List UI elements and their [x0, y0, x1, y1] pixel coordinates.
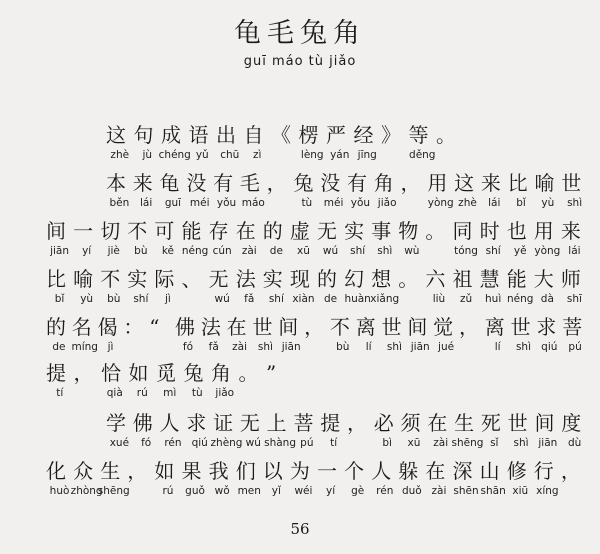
pinyin-syllable: huì	[485, 293, 502, 305]
hanzi-char: 经	[353, 123, 374, 147]
pinyin-syllable: shí	[350, 245, 366, 257]
hanzi-char: 间	[278, 315, 299, 339]
hanzi-char: ，	[127, 459, 148, 483]
pinyin-syllable: tù	[191, 387, 203, 399]
pinyin-syllable: dà	[540, 293, 554, 305]
pinyin-syllable: wú	[214, 293, 230, 305]
hanzi-char: 这	[454, 171, 475, 195]
pinyin-syllable: jué	[438, 341, 455, 353]
pinyin-syllable: xíng	[536, 485, 559, 497]
hanzi-char: 》	[381, 123, 401, 147]
hanzi-char: 等	[408, 123, 429, 147]
pinyin-syllable: jù	[142, 149, 153, 161]
text-line	[0, 220, 600, 260]
hanzi-char: ”	[266, 361, 277, 385]
hanzi-char: 的	[46, 315, 66, 339]
pinyin-syllable: mì	[163, 387, 177, 399]
pinyin-syllable: guī	[164, 197, 182, 209]
hanzi-char: 有	[347, 171, 367, 195]
hanzi-char: ，	[347, 411, 367, 435]
pinyin-syllable: de	[52, 341, 66, 353]
pinyin-syllable: shì	[513, 437, 529, 449]
pinyin-syllable: bù	[107, 293, 121, 305]
hanzi-char: 。	[436, 123, 456, 147]
pinyin-syllable: wù	[404, 245, 420, 257]
pinyin-syllable: men	[237, 485, 261, 497]
hanzi-char: 上	[266, 411, 287, 435]
hanzi-char: 来	[560, 219, 581, 243]
text-line	[0, 268, 600, 308]
pinyin-syllable: bǐ	[516, 197, 526, 209]
pinyin-syllable: bì	[382, 437, 392, 449]
pinyin-syllable: yǒu	[216, 197, 237, 209]
pinyin-syllable: jì	[165, 293, 171, 305]
hanzi-char: 本	[106, 171, 126, 195]
hanzi-char: 现	[289, 267, 310, 291]
pinyin-syllable: fǎ	[208, 341, 219, 353]
hanzi-char: 如	[128, 361, 149, 385]
hanzi-char: 世	[510, 315, 531, 339]
hanzi-char: ：	[123, 315, 144, 339]
hanzi-char: 不	[127, 219, 148, 243]
pinyin-syllable: qià	[106, 387, 123, 399]
hanzi-char: 实	[262, 267, 283, 291]
pinyin-syllable: yán	[330, 149, 350, 161]
hanzi-char: 在	[427, 411, 448, 435]
pinyin-syllable: fó	[141, 437, 152, 449]
hanzi-char: 觉	[433, 315, 454, 339]
hanzi-char: 为	[289, 459, 310, 483]
hanzi-char: 觅	[156, 361, 176, 385]
pinyin-syllable: kě	[161, 245, 175, 257]
pinyin-syllable: yù	[541, 197, 555, 209]
pinyin-syllable: yǒu	[350, 197, 371, 209]
hanzi-char: 严	[326, 123, 346, 147]
pinyin-syllable: xué	[109, 437, 130, 449]
hanzi-char: 楞	[298, 123, 319, 147]
hanzi-char: 切	[100, 219, 121, 243]
hanzi-char: 佛	[132, 411, 153, 435]
hanzi-char: ，	[73, 361, 94, 385]
hanzi-char: 如	[154, 459, 175, 483]
hanzi-char: 以	[262, 459, 283, 483]
hanzi-char: 离	[355, 315, 376, 339]
pinyin-syllable: yǐ	[271, 485, 281, 497]
pinyin-syllable: rén	[164, 437, 182, 449]
hanzi-char: 世	[252, 315, 273, 339]
hanzi-char: 果	[181, 459, 202, 483]
hanzi-char: ，	[400, 171, 421, 195]
pinyin-syllable: zhè	[110, 149, 130, 161]
pinyin-syllable: guǒ	[185, 485, 205, 497]
hanzi-char: 躲	[398, 459, 419, 483]
hanzi-char: 世	[381, 315, 402, 339]
hanzi-char: 在	[235, 219, 256, 243]
pinyin-syllable: shān	[480, 485, 506, 497]
hanzi-char: 来	[132, 171, 153, 195]
hanzi-char: 毛	[239, 171, 260, 195]
hanzi-char: 深	[452, 459, 473, 483]
pinyin-syllable: jiān	[50, 245, 70, 257]
hanzi-char: 能	[506, 267, 527, 291]
hanzi-char: 在	[226, 315, 247, 339]
pinyin-syllable: shàng	[264, 437, 296, 449]
pinyin-syllable: zhèng	[210, 437, 243, 449]
hanzi-char: 我	[208, 459, 229, 483]
hanzi-char: 慧	[479, 267, 500, 291]
pinyin-syllable: lí	[365, 341, 372, 353]
pinyin-syllable: dù	[567, 437, 582, 449]
hanzi-char: 个	[344, 459, 365, 483]
hanzi-char: 龟	[159, 171, 180, 195]
hanzi-char: 偈	[97, 315, 118, 339]
hanzi-char: 生	[454, 411, 475, 435]
pinyin-syllable: yě	[513, 245, 527, 257]
hanzi-char: 佛	[175, 315, 196, 339]
hanzi-char: 世	[507, 411, 528, 435]
pinyin-syllable: máo	[241, 197, 265, 209]
pinyin-syllable: tí	[56, 387, 64, 399]
pinyin-syllable: de	[323, 293, 338, 305]
pinyin-syllable: zài	[241, 245, 257, 257]
pinyin-syllable: pú	[300, 437, 314, 449]
pinyin-syllable: jiǎo	[215, 387, 235, 399]
text-line	[0, 172, 600, 212]
hanzi-char: 比	[507, 171, 528, 195]
hanzi-char: 角	[211, 361, 231, 385]
hanzi-char: 行	[533, 459, 554, 483]
pinyin-syllable: bǐ	[54, 293, 65, 305]
pinyin-syllable: tóng	[454, 245, 478, 257]
hanzi-char: 喻	[534, 171, 555, 195]
text-line	[0, 362, 600, 402]
pinyin-syllable: de	[269, 245, 283, 257]
hanzi-char: 无	[317, 219, 337, 243]
hanzi-char: 名	[71, 315, 92, 339]
hanzi-char: 语	[188, 123, 209, 147]
text-line	[0, 460, 600, 500]
hanzi-char: 众	[73, 459, 94, 483]
hanzi-char: 《	[271, 123, 291, 147]
hanzi-char: 法	[235, 267, 256, 291]
pinyin-syllable: rú	[162, 485, 174, 497]
pinyin-syllable: chéng	[158, 149, 191, 161]
hanzi-char: 无	[208, 267, 229, 291]
hanzi-char: 来	[480, 171, 501, 195]
hanzi-char: 菩	[562, 315, 583, 339]
text-line	[0, 124, 600, 164]
pinyin-syllable: shī	[566, 293, 582, 305]
hanzi-char: 一	[317, 459, 337, 483]
hanzi-char: 不	[329, 315, 350, 339]
hanzi-char: 际	[154, 267, 175, 291]
pinyin-syllable: lí	[494, 341, 501, 353]
hanzi-char: 提	[46, 361, 66, 385]
pinyin-syllable: míng	[71, 341, 98, 353]
hanzi-char: 句	[133, 123, 154, 147]
hanzi-char: 成	[161, 123, 181, 147]
pinyin-syllable: jiǎo	[377, 197, 397, 209]
hanzi-char: 这	[106, 123, 126, 147]
hanzi-char: 一	[73, 219, 94, 243]
hanzi-char: 求	[186, 411, 207, 435]
pinyin-syllable: zǔ	[459, 293, 473, 305]
hanzi-char: 、	[181, 267, 202, 291]
hanzi-char: 幻	[344, 267, 365, 291]
pinyin-syllable: shēn	[453, 485, 479, 497]
hanzi-char: 。	[398, 267, 419, 291]
pinyin-syllable: wǒ	[214, 485, 230, 497]
pinyin-syllable: gè	[351, 485, 365, 497]
pinyin-syllable: shí	[268, 293, 284, 305]
pinyin-syllable: yí	[82, 245, 92, 257]
hanzi-char: 事	[371, 219, 392, 243]
pinyin-syllable: rén	[376, 485, 394, 497]
hanzi-char: 实	[127, 267, 148, 291]
hanzi-char: “	[149, 315, 160, 339]
pinyin-syllable: jì	[107, 341, 114, 353]
pinyin-syllable: néng	[507, 293, 534, 305]
hanzi-char: 世	[561, 171, 582, 195]
hanzi-char: 同	[452, 219, 473, 243]
pinyin-syllable: jīng	[357, 149, 377, 161]
hanzi-char: 没	[320, 171, 341, 195]
pinyin-syllable: lái	[140, 197, 153, 209]
pinyin-syllable: jiān	[538, 437, 558, 449]
pinyin-syllable: yòng	[427, 197, 454, 209]
pinyin-syllable: liù	[432, 293, 446, 305]
hanzi-char: 不	[100, 267, 121, 291]
pinyin-syllable: sǐ	[490, 437, 499, 449]
hanzi-char: 。	[238, 361, 259, 385]
pinyin-syllable: xiū	[512, 485, 529, 497]
hanzi-char: 提	[320, 411, 341, 435]
hanzi-char: 死	[480, 411, 501, 435]
hanzi-char: 祖	[452, 267, 473, 291]
hanzi-char: 也	[506, 219, 527, 243]
pinyin-syllable: bù	[134, 245, 148, 257]
hanzi-char: 兔	[293, 171, 314, 195]
text-line	[0, 316, 600, 356]
pinyin-syllable: yǔ	[195, 149, 209, 161]
pinyin-syllable: lái	[488, 197, 501, 209]
pinyin-syllable: xū	[407, 437, 421, 449]
hanzi-char: 喻	[73, 267, 94, 291]
hanzi-char: 的	[317, 267, 337, 291]
pinyin-syllable: pú	[568, 341, 582, 353]
hanzi-char: 用	[427, 171, 448, 195]
pinyin-syllable: tí	[330, 437, 338, 449]
pinyin-syllable: fǎ	[244, 293, 255, 305]
pinyin-syllable: zì	[253, 149, 262, 161]
pinyin-syllable: chū	[220, 149, 240, 161]
hanzi-char: 化	[46, 459, 66, 483]
pinyin-syllable: qiú	[541, 341, 558, 353]
hanzi-char: 兔	[183, 361, 204, 385]
hanzi-char: 菩	[293, 411, 314, 435]
pinyin-syllable: huò	[49, 485, 70, 497]
pinyin-syllable: tù	[301, 197, 313, 209]
page-title: 龟毛兔角	[234, 18, 366, 49]
hanzi-char: 。	[425, 219, 446, 243]
hanzi-char: 求	[536, 315, 557, 339]
hanzi-char: 无	[239, 411, 260, 435]
hanzi-char: 可	[154, 219, 175, 243]
hanzi-char: 山	[479, 459, 500, 483]
pinyin-syllable: děng	[409, 149, 436, 161]
pinyin-syllable: huàn	[344, 293, 371, 305]
pinyin-syllable: bù	[336, 341, 350, 353]
pinyin-syllable: shí	[133, 293, 149, 305]
hanzi-char: 自	[243, 123, 264, 147]
hanzi-char: 存	[208, 219, 229, 243]
pinyin-syllable: xū	[297, 245, 310, 257]
hanzi-char: ，	[304, 315, 325, 339]
pinyin-syllable: yù	[80, 293, 94, 305]
hanzi-char: 实	[344, 219, 365, 243]
hanzi-char: 证	[213, 411, 234, 435]
pinyin-syllable: zài	[232, 341, 247, 353]
page-number: 56	[290, 520, 310, 538]
pinyin-syllable: lèng	[300, 149, 324, 161]
pinyin-syllable: zhòng	[70, 485, 103, 497]
pinyin-syllable: shì	[567, 197, 583, 209]
hanzi-char: 比	[46, 267, 66, 291]
hanzi-char: 须	[400, 411, 421, 435]
hanzi-char: 人	[159, 411, 180, 435]
pinyin-syllable: wéi	[294, 485, 313, 497]
pinyin-syllable: shì	[257, 341, 273, 353]
pinyin-syllable: duǒ	[401, 485, 422, 497]
pinyin-syllable: shì	[377, 245, 393, 257]
hanzi-char: 没	[186, 171, 207, 195]
pinyin-syllable: wú	[322, 245, 339, 257]
pinyin-syllable: shì	[515, 341, 531, 353]
hanzi-char: 六	[425, 267, 446, 291]
pinyin-syllable: shēng	[451, 437, 484, 449]
hanzi-char: ，	[458, 315, 479, 339]
hanzi-char: 恰	[101, 361, 121, 385]
pinyin-syllable: jiān	[410, 341, 430, 353]
pinyin-syllable: shēng	[97, 485, 130, 497]
hanzi-char: ，	[560, 459, 581, 483]
hanzi-char: 的	[262, 219, 283, 243]
pinyin-syllable: cún	[212, 245, 232, 257]
pinyin-syllable: zhè	[458, 197, 477, 209]
pinyin-syllable: yòng	[534, 245, 561, 257]
pinyin-syllable: néng	[181, 245, 209, 257]
hanzi-char: 想	[371, 267, 392, 291]
hanzi-char: 有	[213, 171, 234, 195]
pinyin-syllable: rú	[136, 387, 148, 399]
pinyin-syllable: běn	[109, 197, 130, 209]
pinyin-syllable: zài	[431, 485, 447, 497]
hanzi-char: 们	[235, 459, 256, 483]
hanzi-char: 大	[533, 267, 554, 291]
pinyin-syllable: méi	[189, 197, 210, 209]
pinyin-syllable: fó	[182, 341, 193, 353]
pinyin-syllable: méi	[323, 197, 344, 209]
hanzi-char: 法	[200, 315, 221, 339]
hanzi-char: 师	[560, 267, 581, 291]
hanzi-char: 虚	[289, 219, 310, 243]
pinyin-syllable: xiǎng	[370, 293, 400, 305]
pinyin-syllable: shí	[485, 245, 501, 257]
hanzi-char: 修	[506, 459, 527, 483]
hanzi-char: 度	[561, 411, 582, 435]
hanzi-char: 学	[106, 411, 126, 435]
hanzi-char: 间	[46, 219, 66, 243]
hanzi-char: 能	[181, 219, 202, 243]
hanzi-char: 用	[533, 219, 554, 243]
pinyin-syllable: yí	[325, 485, 336, 497]
pinyin-syllable: zài	[433, 437, 449, 449]
pinyin-syllable: qiú	[191, 437, 208, 449]
pinyin-syllable: lái	[568, 245, 581, 257]
hanzi-char: 在	[425, 459, 446, 483]
hanzi-char: 必	[373, 411, 394, 435]
hanzi-char: ，	[266, 171, 287, 195]
hanzi-char: 间	[534, 411, 555, 435]
hanzi-char: 物	[398, 219, 419, 243]
pinyin-syllable: shì	[386, 341, 402, 353]
hanzi-char: 间	[407, 315, 428, 339]
title-pinyin: guī máo tù jiǎo	[243, 54, 357, 69]
hanzi-char: 生	[100, 459, 121, 483]
hanzi-char: 时	[479, 219, 500, 243]
pinyin-syllable: jiè	[107, 245, 120, 257]
hanzi-char: 离	[484, 315, 505, 339]
text-line	[0, 412, 600, 452]
hanzi-char: 出	[216, 123, 236, 147]
pinyin-syllable: wú	[245, 437, 261, 449]
hanzi-char: 人	[371, 459, 392, 483]
pinyin-syllable: jiān	[281, 341, 301, 353]
pinyin-syllable: xiàn	[292, 293, 315, 305]
hanzi-char: 角	[373, 171, 394, 195]
